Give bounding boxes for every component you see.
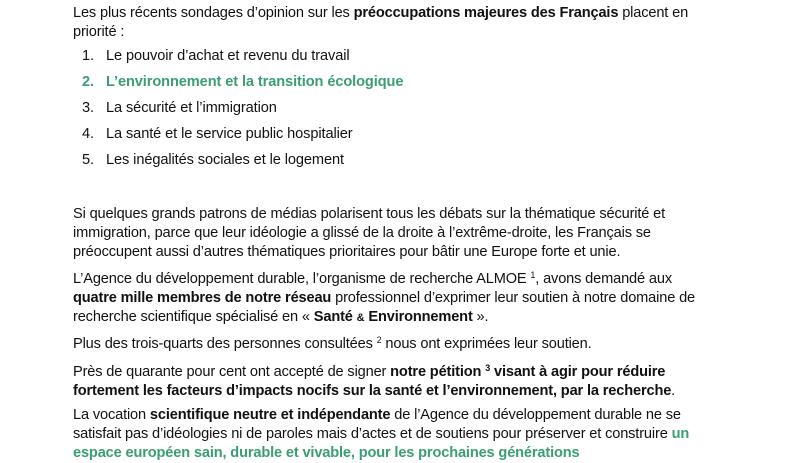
- list-item-label: La sécurité et l’immigration: [106, 100, 277, 116]
- petition-text: Près de quarante pour cent ont accepté de signer: [73, 364, 391, 380]
- intro-text-end: placent en: [618, 5, 689, 21]
- list-item-label: Les inégalités sociales et le logement: [106, 152, 344, 168]
- vocation-line-1: [73, 406, 689, 425]
- agency-text-end: , avons demandé aux: [535, 271, 672, 287]
- petition-bold-text: notre pétition: [390, 364, 486, 380]
- agency-line-2: [73, 289, 695, 308]
- intro-bold-text: préoccupations majeures des Français: [353, 5, 619, 21]
- agency-line-1: [73, 270, 695, 289]
- agency-text: professionnel d’exprimer leur soutien à notre domaine de: [331, 290, 696, 306]
- agency-bold-text: quatre mille membres de notre réseau: [73, 290, 332, 306]
- petition-paragraph: [73, 363, 675, 401]
- list-item-number: 3.: [82, 100, 94, 116]
- petition-line-2: [73, 382, 675, 401]
- petition-bold-text: visant à agir pour réduire: [490, 364, 666, 380]
- vocation-line-2: [73, 425, 689, 444]
- vocation-text: La vocation: [73, 407, 150, 423]
- intro-paragraph: [73, 4, 688, 42]
- media-paragraph: [73, 205, 665, 262]
- vocation-text: de l’Agence du développement durable ne se: [390, 407, 681, 423]
- list-item-label: La santé et le service public hospitalier: [106, 126, 353, 142]
- vocation-text: satisfait pas d’idéologies ni de paroles mais d’actes et de soutiens pour préserver et construire: [73, 426, 672, 442]
- vocation-line-3: espace européen sain, durable et vivable, pour les prochaines générations: [73, 445, 580, 461]
- list-item-label: L’environnement et la transition écologique: [106, 74, 404, 90]
- list-item-label: Le pouvoir d’achat et revenu du travail: [106, 48, 350, 64]
- footnote-ref-1: 1: [530, 270, 536, 280]
- agency-line-3: [73, 308, 695, 328]
- agency-text: recherche scientifique spécialisé en «: [73, 309, 314, 325]
- agency-text-end: ».: [472, 309, 489, 325]
- vocation-bold-text: scientifique neutre et indépendante: [149, 407, 391, 423]
- petition-bold-text: fortement les facteurs d’impacts nocifs sur la santé et l’environnement, par la recherche: [73, 383, 672, 399]
- intro-line-1: [73, 4, 688, 23]
- vocation-green-text: un: [671, 426, 690, 442]
- vocation-paragraph: [73, 406, 689, 463]
- list-item-number: 4.: [82, 126, 94, 142]
- ampersand: &: [356, 312, 365, 324]
- domain-name-sante: Santé: [313, 309, 357, 325]
- support-line: [73, 335, 592, 354]
- petition-line-1: [73, 363, 675, 382]
- footnote-ref-3: 3: [485, 363, 491, 373]
- list-item-number: 5.: [82, 152, 94, 168]
- agency-paragraph: [73, 270, 695, 328]
- domain-name-environnement: Environnement: [364, 309, 473, 325]
- intro-line-2: priorité :: [73, 24, 125, 40]
- agency-text: L’Agence du développement durable, l’organisme de recherche ALMOE: [73, 271, 531, 287]
- intro-text: Les plus récents sondages d’opinion sur les: [73, 5, 354, 21]
- petition-text-end: .: [671, 383, 676, 399]
- list-item-number: 1.: [82, 48, 94, 64]
- media-line-3: préoccupent aussi d’autres thématiques prioritaires pour bâtir une Europe forte et unie.: [73, 244, 621, 260]
- media-line-2: immigration, parce que leur idéologie a glissé de la droite à l’extrême-droite, les Français se: [73, 225, 651, 241]
- support-text: Plus des trois-quarts des personnes consultées: [73, 336, 377, 352]
- media-line-1: Si quelques grands patrons de médias polarisent tous les débats sur la thématique sécurité et: [73, 206, 666, 222]
- support-text-end: nous ont exprimées leur soutien.: [381, 336, 592, 352]
- list-item-number: 2.: [82, 74, 94, 90]
- support-paragraph: [73, 335, 592, 354]
- footnote-ref-2: 2: [376, 335, 382, 345]
